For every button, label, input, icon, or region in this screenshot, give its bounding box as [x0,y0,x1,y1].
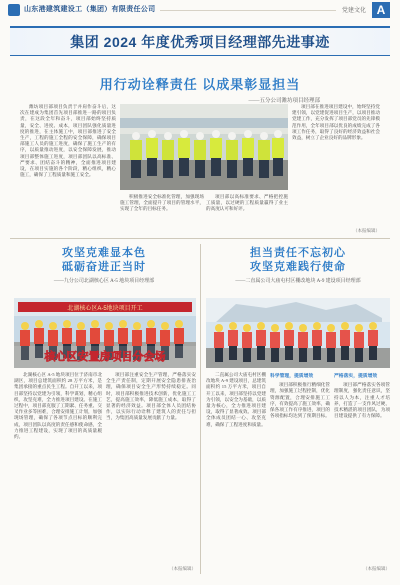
article3-credit: （本报编辑） [363,566,390,571]
section-divider [10,238,390,239]
article3-column-3: 严格落实，提质增效 项目部严格落实各项管理制度，强化责任意识，坚持以人为本，注重人才培养，打造了一支作风过硬、技术精湛的项目团队，为项目建设提供了有力保障。 [334,374,390,419]
header-rule [160,10,336,11]
article3-title-line2: 攻坚克难践行使命 [250,261,346,273]
article1-team-photo [120,104,288,190]
article1-column-3: 项目部在推进项目建设中，始终坚持党建引领，以党建促进项目生产，以项目推动党建工作，充分发挥了项目部党员的先锋模范作用，全年项目部以优良的成绩完成了各项工作任务，取得了良好的经济效益和社会效益，树立了企业良好的品牌形象。 [292,104,380,141]
article2-subtitle: ——九分公司北湖核心区 A-5 地块项目经理部 [53,279,155,284]
article2-photo-caption: 核心区安置房项目分会场 [44,351,166,363]
section-label: 党建文化 [341,8,366,14]
article2-column-1: 北湖核心区 A-5 地块项目位于济南市北湖区，项目总建筑面积约 28 万平方米，是集团承接的重点民生工程。自开工以来，项目部坚持以党建为引领，科学谋划，精心组织，攻坚克难，全力推进项目建设。在施工过程中，项目部克服了工期紧、任务重、交叉作业多等困难，合理安排施工计划，加强现场管理，确保了各项节点目标的顺利完成，项目团队以高度的责任感和使命感，全力推进工程建设，实现了项目的高质量履约。 [14,372,102,440]
article3-subhead-2: 严格落实，提质增效 [334,374,378,379]
article1-column-2b: 项目部以高标准要求、严格把控施工质量，以过硬的工程质量赢得了业主的高度认可和好评。 [206,194,288,212]
article1-title: 用行动诠释责任 以成果彰显担当 [99,77,301,92]
article2-credit: （本报编辑） [169,566,196,571]
article3-column-1: 二直属公司大庙屯村区棚改地块 A-9 建设项目，总建筑面积约 15 万平方米，项目自开工以来，项目部坚持以党建为引领，以安全为基础，以质量为核心，全力推进项目建设，取得了显著成效。项目部全体成员团结一心、攻坚克难，确保了工程进度和质量。 [206,372,266,427]
page-header [0,0,400,20]
newspaper-logo-icon [8,4,20,16]
article1-column-2a: 积极推进安全标准化管理，加强现场施工管理，全面提升了项目的管理水平，实现了全年的目标任务。 [120,194,204,212]
article3-subtitle: ——二直属公司大庙屯村区棚改地块 A-9 建设项目经理部 [235,279,361,284]
article2-team-photo [14,298,196,368]
article3-title-line1: 担当责任不忘初心 [250,247,346,259]
article3-column-2: 科学管理，提质增效 项目部积极推行精细化管理，加强施工过程控制，优化资源配置，合理安排施工工序，有效提高了施工效率，确保各项工作有序推进，项目的各项指标均达到了预期目标。 [270,374,330,419]
column-divider [200,244,201,574]
article2-column-2: 项目部注重安全生产管理，严格落实安全生产责任制，定期开展安全隐患排查治理，确保项目安全生产形势持续稳定。同时，项目部积极推进技术创新，优化施工工艺，提高施工效率，降低施工成本，取得了显著的经济效益。项目部全体人员团结协作，以实际行动诠释了建筑人的责任与担当，为集团高质量发展贡献了力量。 [106,372,196,421]
article2-photo-banner-text: 北湖核心区A-5地块项目开工 [67,306,143,312]
article1-column-1: 潍坊项目部项目负责于并肩作奋斗后，这次在建成为集团首先项目部推进一路的项目负责，在这段全年和奋斗，项目部始终坚持质量，安全、进度、成本，项目团队强化质量进度的推进，在主体施工中，项目部推进了安全生产，工程的施工全程的安全保障，确保项目部施工人员的施工进度，确保了施工生产的有序，以质量推动进度，以安全保障发展，推动项目部整体施工进度，项目部团队以高标准、严要求、团结奋斗的精神，全面推进项目建设，在项目实施的各个阶段，精心组织，精心施工，确保了工程质量和施工安全。 [20,104,116,178]
article2-title-line2: 砥砺奋进正当时 [62,261,146,273]
page-letter-badge: A [372,2,390,18]
article2-title-line1: 攻坚克难显本色 [62,247,146,259]
page-title: 集团 2024 年度优秀项目经理部先进事迹 [70,33,330,50]
article2-heading [14,246,194,284]
article3-heading [206,246,390,284]
article1-heading [40,74,360,104]
page-masthead [10,26,390,56]
article1-credit: （本报编辑） [353,228,380,233]
article3-team-photo [206,298,390,368]
article3-subhead-1: 科学管理，提质增效 [270,374,314,379]
article1-subtitle: ——五分公司潍坊项目经理部 [248,98,320,104]
newspaper-name: 山东港建筑建设工（集团）有限责任公司 [24,6,156,13]
